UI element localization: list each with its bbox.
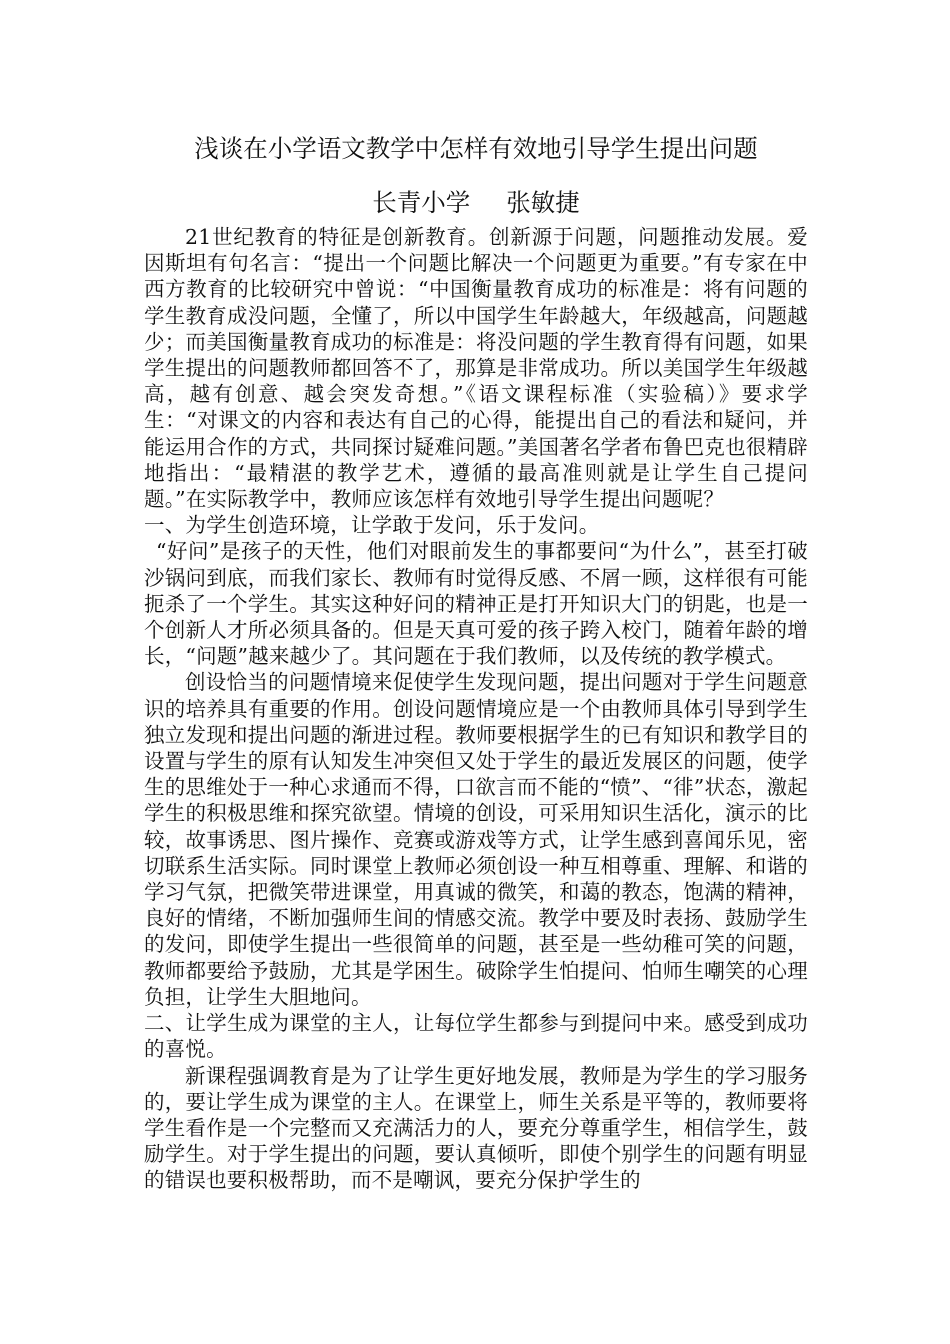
paragraph-new-curriculum: 新课程强调教育是为了让学生更好地发展，教师是为学生的学习服务的，要让学生成为课堂的主人。在课堂上，师生关系是平等的，教师要将学生看作是一个完整而又充满活力的人，要充分尊重学生，相信学生，鼓励学生。对于学生提出的问题，要认真倾听，即使个别学生的问题有明显的错误也要积极帮助，而不是嘲讽，要充分保护学生的 [144,1063,808,1193]
section-heading-1: 一、为学生创造环境，让学敢于发问，乐于发问。 [144,513,600,538]
paragraph-curiosity: “好问”是孩子的天性，他们对眼前发生的事都要问“为什么”，甚至打破沙锅问到底，而我们家长、教师有时觉得反感、不屑一顾，这样很有可能扼杀了一个学生。其实这种好问的精神正是打开知识大门的钥匙，也是一个创新人才所必须具备的。但是天真可爱的孩子跨入校门，随着年龄的增长，“问题”越来越少了。其问题在于我们教师，以及传统的教学模式。 [144,539,808,669]
author-name: 张敏捷 [506,188,580,217]
paragraph-problem-situation: 创设恰当的问题情境来促使学生发现问题，提出问题对于学生问题意识的培养具有重要的作用。创设问题情境应是一个由教师具体引导到学生独立发现和提出问题的渐进过程。教师要根据学生的已有知识和教学目的设置与学生的原有认知发生冲突但又处于学生的最近发展区的问题，使学生的思维处于一种心求通而不得，口欲言而不能的“愤”、“徘”状态，激起学生的积极思维和探究欲望。情境的创设，可采用知识生活化，演示的比较，故事诱思、图片操作、竞赛或游戏等方式，让学生感到喜闻乐见，密切联系生活实际。同时课堂上教师必须创设一种互相尊重、理解、和谐的学习气氛，把微笑带进课堂，用真诚的微笑，和蔼的教态，饱满的精神，良好的情绪，不断加强师生间的情感交流。教学中要及时表扬、鼓励学生的发问，即使学生提出一些很简单的问题，甚至是一些幼稚可笑的问题，教师都要给予鼓励，尤其是学困生。破除学生怕提问、怕师生嘲笑的心理负担，让学生大胆地问。 [144,670,808,1009]
section-heading-2: 二、让学生成为课堂的主人，让每位学生都参与到提问中来。感受到成功的喜悦。 [144,1011,808,1062]
document-author [144,184,808,222]
document-title: 浅谈在小学语文教学中怎样有效地引导学生提出问题 [194,134,758,163]
document-page [144,130,808,1194]
paragraph-intro: 21世纪教育的特征是创新教育。创新源于问题，问题推动发展。爱因斯坦有句名言：“提出一个问题比解决一个问题更为重要。”有专家在中西方教育的比较研究中曾说：“中国衡量教育成功的标准是：将有问题的学生教育成没问题，全懂了，所以中国学生年龄越大，年级越高，问题越少；而美国衡量教育成功的标准是：将没问题的学生教育得有问题，如果学生提出的问题教师都回答不了，那算是非常成功。所以美国学生年级越高，越有创意、越会突发奇想。”《语文课程标准（实验稿）》要求学生：“对课文的内容和表达有自己的心得，能提出自己的看法和疑问，并能运用合作的方式，共同探讨疑难问题。”美国著名学者布鲁巴克也很精辟地指出：“最精湛的教学艺术，遵循的最高准则就是让学生自己提问题。”在实际教学中，教师应该怎样有效地引导学生提出问题呢？ [144,225,808,512]
author-school: 长青小学 [372,188,471,217]
